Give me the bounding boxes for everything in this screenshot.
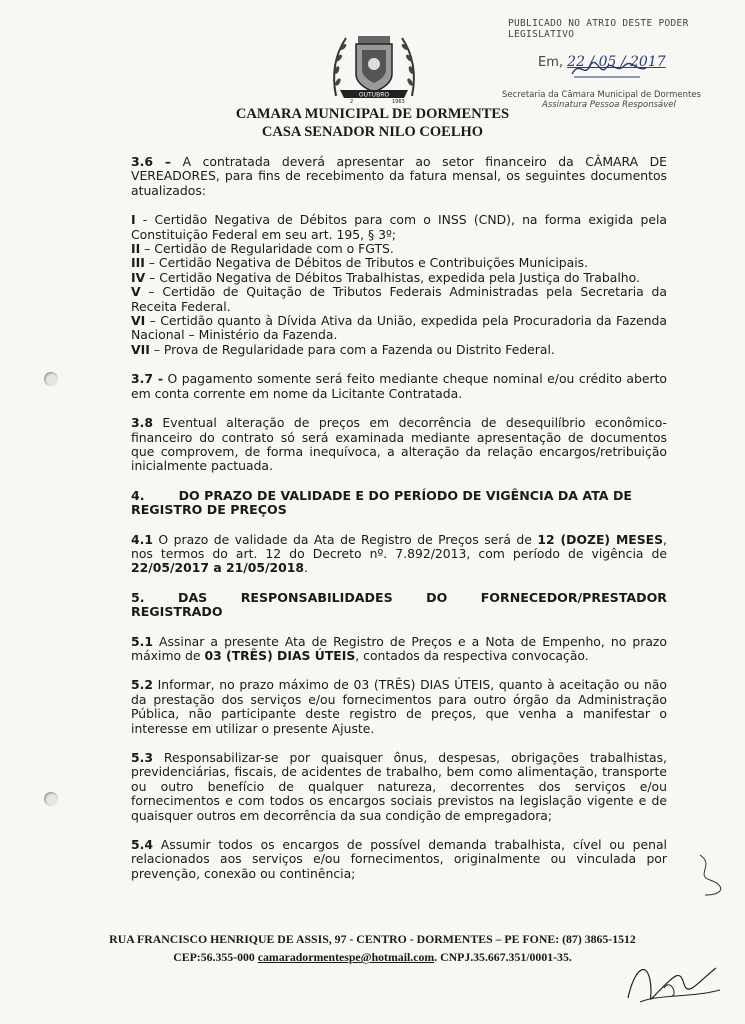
list-item-text: – Certidão de Quitação de Tributos Federais Administradas pela Secretaria da Receita Federal.	[131, 284, 667, 314]
section-5-title	[131, 591, 667, 620]
clause-number: 5.3	[131, 750, 153, 765]
punch-hole-top	[44, 372, 58, 386]
vigencia-dates: 22/05/2017 a 21/05/2018	[131, 560, 305, 576]
clause-number: 3.7 -	[131, 371, 163, 387]
deadline: 03 (TRÊS) DIAS ÚTEIS	[204, 647, 356, 663]
clause-text: Assumir todos os encargos de possível demanda trabalhista, cível ou penal relacionados aos serviços e/ou fornecimentos, originalmente ou vinculada por prevenção, conexão ou continência;	[131, 837, 667, 881]
list-item-text: – Prova de Regularidade para com a Fazenda ou Distrito Federal.	[149, 341, 555, 357]
signature-icon	[620, 950, 730, 1010]
list-item	[131, 213, 667, 242]
list-item-number: IV	[131, 269, 146, 285]
clause-text: .	[304, 560, 308, 576]
section-title-word: DAS	[177, 589, 208, 605]
stamp-em-label: Em,	[538, 55, 564, 70]
clause-5-2	[131, 678, 667, 736]
list-item	[131, 242, 667, 256]
clause-number: 5.1	[131, 633, 153, 649]
footer-cep: CEP:56.355-000	[173, 950, 258, 964]
clause-text: O prazo de validade da Ata de Registro de Preços será de	[152, 531, 538, 547]
stamp-title: PUBLICADO NO ATRIO DESTE PODER LEGISLATIVO	[508, 18, 689, 40]
list-item-number: I	[131, 212, 136, 228]
clause-text: A contratada deverá apresentar ao setor financeiro da CÂMARA DE VEREADORES, para fins de recebimento da fatura mensal, os seguintes documentos atualizados:	[131, 154, 667, 198]
list-item	[131, 314, 667, 343]
list-item-text: – Certidão quanto à Dívida Ativa da União, expedida pela Procuradoria da Fazenda Nacional – Ministério da Fazenda.	[131, 313, 667, 343]
clause-3-6	[131, 155, 667, 198]
section-title-line2: REGISTRADO	[131, 604, 223, 620]
emblem-ribbon-text: OUTUBRO	[358, 91, 390, 99]
clause-text: O pagamento somente será feito mediante cheque nominal e/ou crédito aberto em conta corrente em nome da Licitante Contratada.	[131, 371, 668, 401]
list-item-number: VII	[131, 341, 150, 357]
document-body	[131, 155, 667, 896]
validity-period: 12 (DOZE) MESES	[537, 531, 664, 547]
header-camara: CAMARA MUNICIPAL DE DORMENTES	[235, 106, 510, 122]
footer-cnpj: . CNPJ.35.667.351/0001-35.	[434, 950, 572, 964]
clause-3-8	[131, 416, 667, 474]
municipal-emblem-icon	[328, 26, 420, 104]
clause-text: Eventual alteração de preços em decorrência de desequilíbrio econômico-financeiro do contrato só será examinada mediante apresentação de documentos que comprovem, de forma inequívoca, a alteração da relação encargos/retribuição inicialmente pactuada.	[131, 415, 667, 474]
list-item-number: III	[131, 255, 145, 271]
list-item	[131, 256, 667, 270]
emblem-left-digits: 2	[350, 99, 354, 104]
section-title-word: RESPONSABILIDADES	[240, 589, 393, 605]
clause-text: , nos termos do art. 12 do Decreto nº. 7.892/2013, com período de vigência de	[131, 531, 667, 561]
clause-text: Assinar a presente Ata de Registro de Preços e a Nota de Empenho, no prazo máximo de	[131, 633, 667, 663]
publication-stamp	[494, 18, 734, 110]
clause-5-3	[131, 751, 667, 823]
list-item	[131, 271, 667, 285]
list-item	[131, 285, 667, 314]
clause-number: 5.2	[131, 677, 153, 693]
clause-number: 3.6 –	[131, 154, 172, 169]
required-documents-list	[131, 213, 667, 357]
section-title-line2: REGISTRO DE PREÇOS	[131, 502, 287, 518]
emblem-right-digits: 1963	[392, 99, 405, 104]
list-item-number: VI	[131, 313, 146, 329]
clause-5-1	[131, 635, 667, 664]
list-item-number: V	[131, 284, 141, 300]
section-number: 4.	[131, 487, 145, 503]
list-item-text: – Certidão Negativa de Débitos Trabalhistas, expedida pela Justiça do Trabalho.	[145, 269, 640, 285]
clause-4-1	[131, 533, 667, 576]
clause-number: 5.4	[131, 837, 153, 853]
clause-number: 3.8	[131, 415, 153, 431]
footer-address: RUA FRANCISCO HENRIQUE DE ASSIS, 97 - CENTRO - DORMENTES – PE FONE: (87) 3865-1512	[109, 932, 636, 946]
clause-5-4	[131, 838, 667, 881]
clause-number: 4.1	[131, 531, 153, 547]
section-title-word: DO	[426, 589, 448, 605]
section-title-line1	[131, 591, 667, 605]
punch-hole-bottom	[44, 792, 58, 806]
list-item	[131, 343, 667, 357]
stamp-assinatura: Assinatura Pessoa Responsável	[542, 100, 676, 110]
section-number: 5.	[131, 589, 145, 605]
clause-3-7	[131, 372, 667, 401]
section-4-title	[131, 489, 667, 518]
section-title-line1: DO PRAZO DE VALIDADE E DO PERÍODO DE VIGÊNCIA DA ATA DE	[178, 487, 632, 503]
clause-text: Responsabilizar-se por quaisquer ônus, despesas, obrigações trabalhistas, previdenciárias, fiscais, de acidentes de trabalho, bem como alimentação, transporte ou outro benefício de qualquer natureza, decorrentes dos serviços e/ou fornecimentos e com todos os encargos sociais previstos na legislação vigente e de quaisquer outros em decorrência da sua condição de empregadora;	[131, 750, 667, 823]
stamp-secretaria: Secretaria da Câmara Municipal de Dormentes	[502, 90, 701, 100]
list-item-text: - Certidão Negativa de Débitos para com o INSS (CND), na forma exigida pela Constituição Federal em seu art. 195, § 3º;	[131, 212, 667, 242]
clause-text: , contados da respectiva convocação.	[355, 647, 589, 663]
list-item-text: – Certidão Negativa de Débitos de Tributos e Contribuições Municipais.	[144, 255, 589, 271]
list-item-number: II	[131, 241, 141, 257]
header-casa: CASA SENADOR NILO COELHO	[261, 124, 484, 140]
margin-initial-icon	[690, 850, 730, 900]
list-item-text: – Certidão de Regularidade com o FGTS.	[140, 241, 394, 257]
clause-text: Informar, no prazo máximo de 03 (TRÊS) DIAS ÚTEIS, quanto à aceitação ou não da prestação dos serviços e/ou fornecimentos para outro órgão da Administração Pública, não participante deste registro de preços, que venha a manifestar o interesse em utilizar o presente Ajuste.	[131, 677, 667, 736]
stamp-date: 22 / 05 / 2017	[567, 54, 666, 70]
section-title-word: FORNECEDOR/PRESTADOR	[480, 589, 667, 605]
footer-email-link[interactable]: camaradormentespe@hotmail.com	[257, 950, 435, 964]
stamp-signature-icon	[570, 58, 650, 80]
